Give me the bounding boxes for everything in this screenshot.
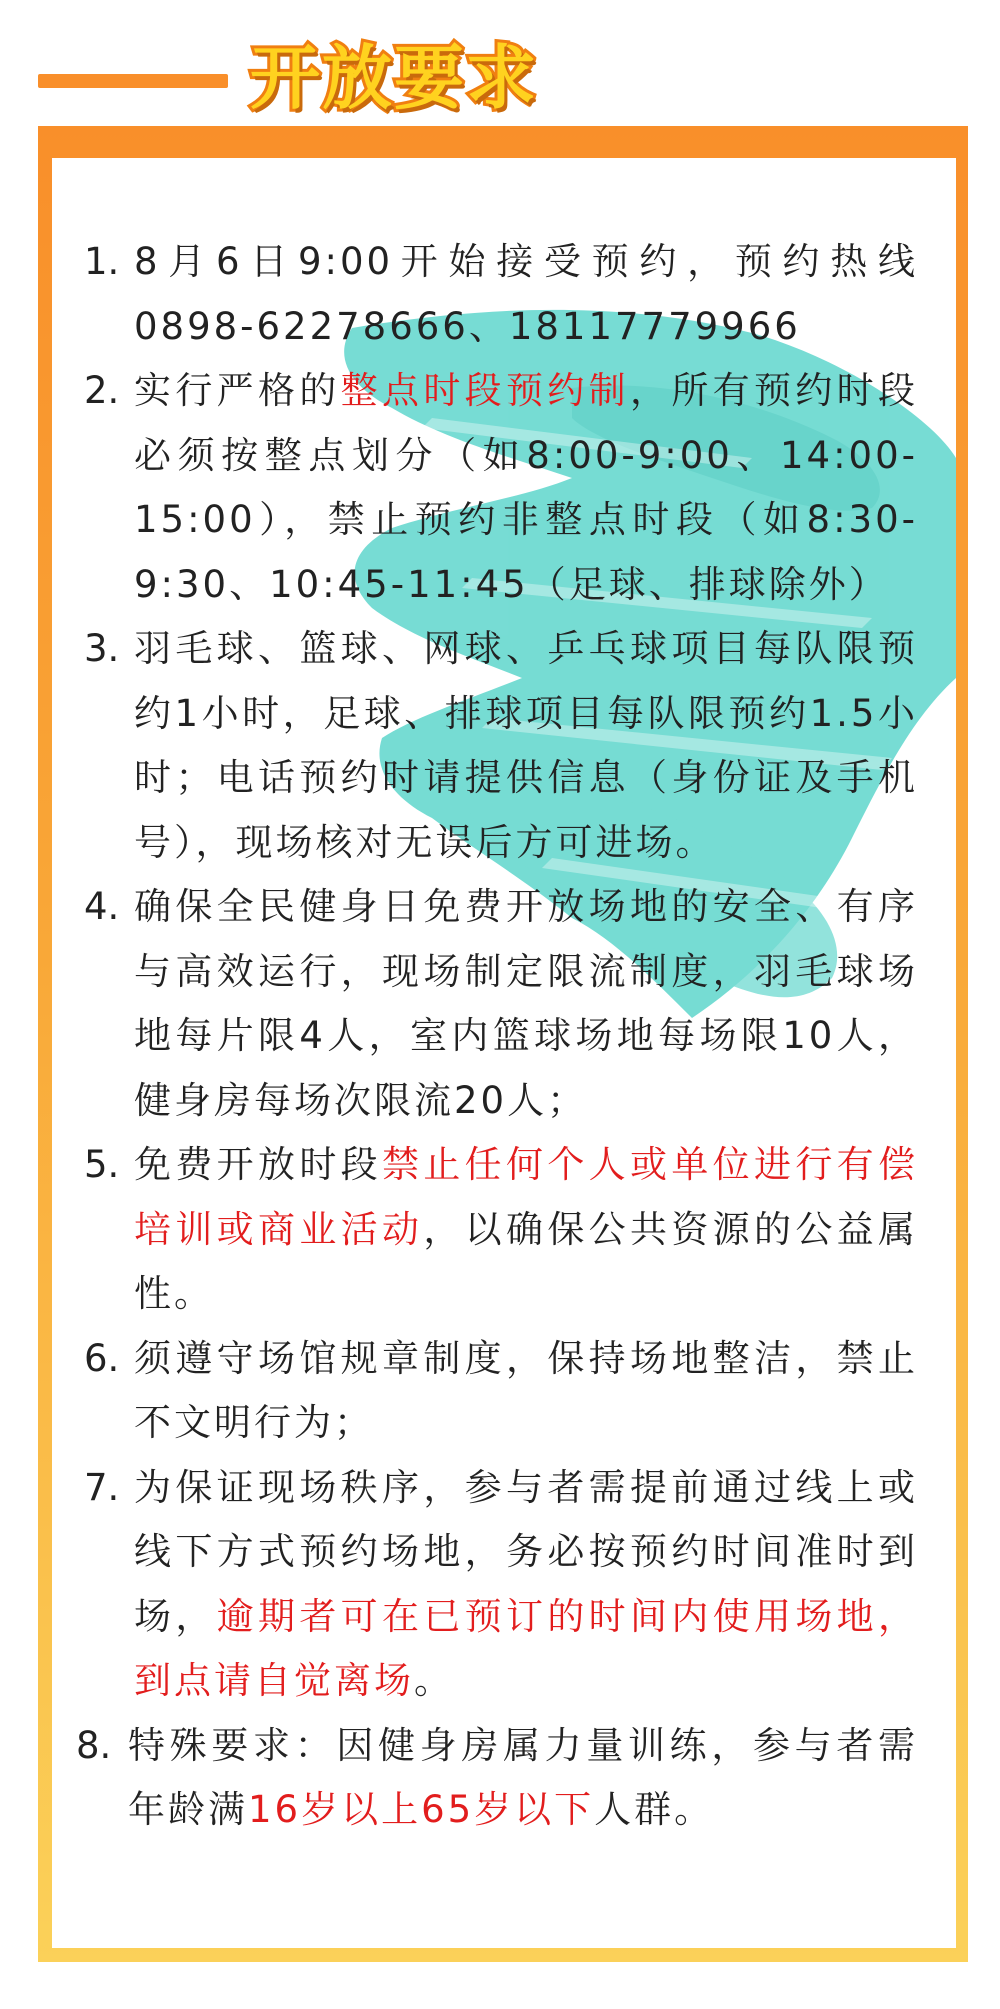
list-item	[52, 617, 956, 875]
item-number: 8.	[76, 1723, 112, 1767]
item-text: 确保全民健身日免费开放场地的安全、有序与高效运行，现场制定限流制度，羽毛球场地每片限4人，室内篮球场地每场限10人，健身房每场次限流20人；	[134, 885, 918, 1122]
item-number: 7.	[84, 1465, 120, 1509]
item-text: 人群。	[594, 1788, 715, 1831]
section-title: 开放要求	[250, 37, 538, 119]
item-highlight-text: 16岁以上65岁以下	[248, 1788, 595, 1831]
item-number: 5.	[84, 1143, 120, 1186]
item-text: 特殊要求：因健身房属力量训练，参与者需年龄满	[128, 1723, 918, 1831]
item-text: ，所有预约时段必须按整点划分（如8:00-9:00、14:00-15:00），禁止预约非整点时段（如8:30-9:30、10:45-11:45（足球、排球除外）	[134, 369, 919, 606]
item-text: 8月6日9:00开始接受预约，预约热线 0898-62278666、18117779966	[134, 240, 918, 348]
item-number: 6.	[84, 1336, 120, 1380]
list-item	[52, 1456, 956, 1714]
list-item	[52, 1714, 956, 1843]
item-highlight-text: 禁止任何个人或单位进行有偿培训或商业活动	[134, 1143, 918, 1251]
item-text: 免费开放时段	[134, 1143, 382, 1186]
item-text: 。	[414, 1659, 454, 1702]
item-text: 须遵守场馆规章制度，保持场地整洁，禁止不文明行为；	[134, 1336, 918, 1444]
list-item	[52, 230, 956, 359]
item-number: 1.	[84, 240, 120, 283]
content-panel	[52, 158, 956, 1948]
requirements-list	[52, 230, 956, 1843]
item-number: 2.	[84, 369, 120, 412]
section-header	[0, 0, 1000, 125]
list-item	[52, 875, 956, 1133]
item-highlight-text: 逾期者可在已预订的时间内使用场地，到点请自觉离场	[134, 1594, 919, 1702]
list-item	[52, 1133, 956, 1327]
list-item	[52, 359, 956, 617]
item-text: 羽毛球、篮球、网球、乒乓球项目每队限预约1小时，足球、排球项目每队限预约1.5小时；电话预约时请提供信息（身份证及手机号），现场核对无误后方可进场。	[134, 627, 918, 864]
list-item	[52, 1327, 956, 1456]
item-number: 3.	[84, 627, 120, 670]
item-text: 实行严格的	[134, 369, 341, 412]
item-number: 4.	[84, 885, 120, 928]
header-accent-line	[38, 74, 228, 88]
orange-frame	[38, 126, 968, 1962]
item-highlight-text: 整点时段预约制	[340, 369, 631, 412]
item-text: 为保证现场秩序，参与者需提前通过线上或线下方式预约场地，务必按预约时间准时到场，	[134, 1465, 918, 1638]
item-text: ，以确保公共资源的公益属性。	[134, 1207, 919, 1315]
